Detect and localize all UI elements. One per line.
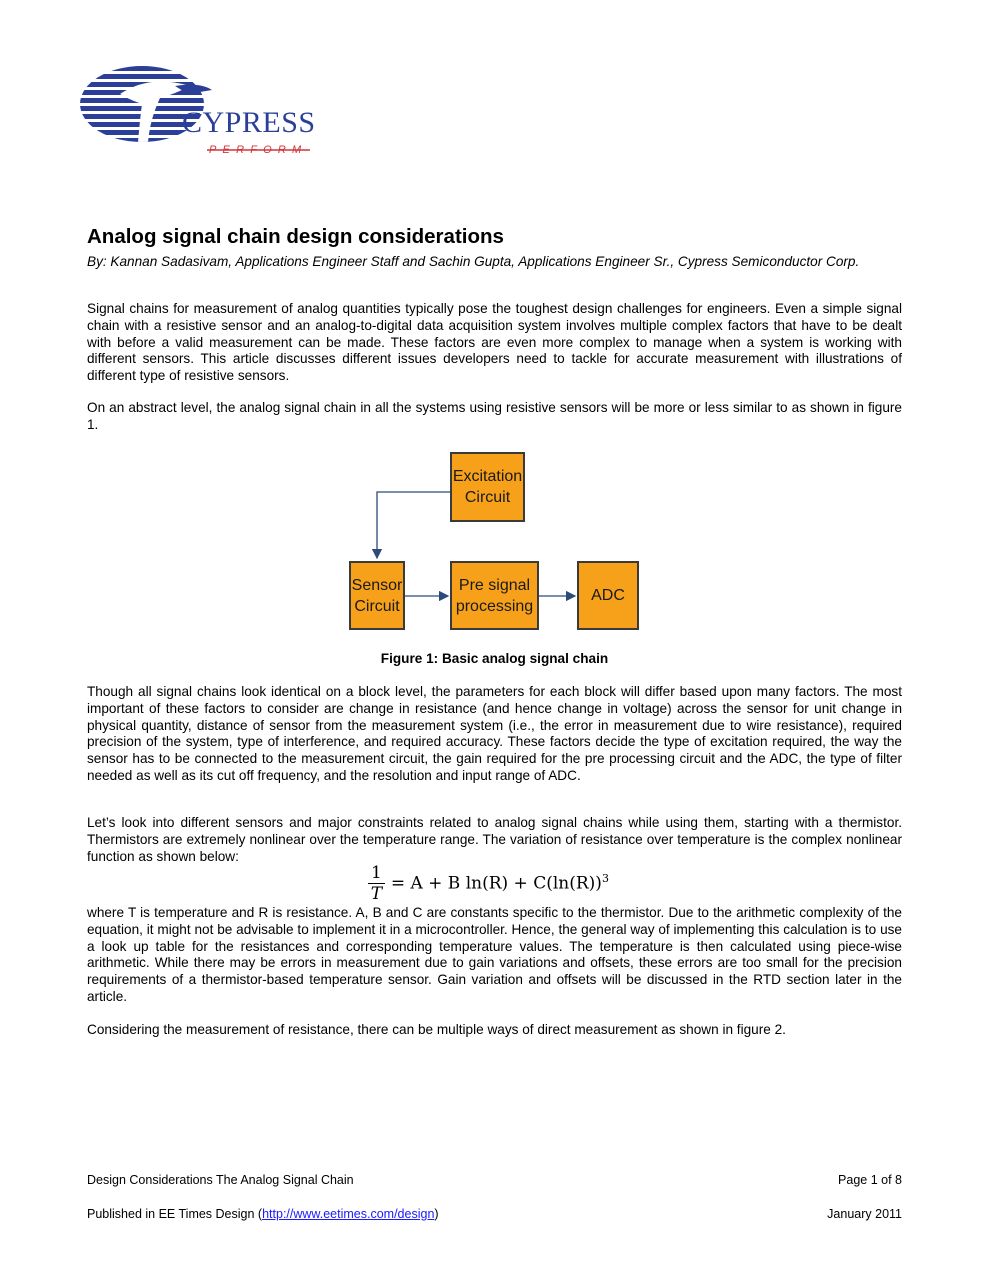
equation-denominator: T — [370, 883, 383, 904]
article-byline: By: Kannan Sadasivam, Applications Engineer Staff and Sachin Gupta, Applications Engineer Sr., Cypress Semiconductor Corp. — [87, 254, 860, 269]
block-excitation-circuit: Excitation Circuit — [450, 452, 525, 522]
steinhart-hart-equation — [368, 860, 609, 906]
footer-published-suffix: ) — [434, 1207, 439, 1221]
equation-rhs-text: = A + B ln(R) + C(ln(R)) — [390, 873, 602, 894]
equation-rhs — [391, 872, 609, 894]
logo-wordmark: CYPRESS — [182, 106, 316, 139]
paragraph-equation-explanation: where T is temperature and R is resistance. A, B and C are constants specific to the thermistor. Due to the arithmetic complexity of the equation, it might not be advisable to implement it in a microcontroller. Hence, the general way of implementing this calculation is to use a look up table for the resistances and corresponding temperature values. The temperature is then calculated using piece-wise arithmetic. While there may be errors in measurement due to gain variations and offsets, these errors are too small for the precision requirements of a thermistor-based temperature sensor. Gain variation and offsets will be discussed in the RTD section later in the article. — [87, 905, 902, 1004]
paragraph-block-parameters: Though all signal chains look identical on a block level, the parameters for each block will differ based upon many factors. The most important of these factors to consider are change in resistance (and hence change in voltage) across the sensor for unit change in physical quantity, distance of sensor from the measurement system (i.e., the error in measurement due to wire resistance), required precision of the system, type of interference, and required accuracy. These factors decide the type of excitation required, the way the sensor has to be connected to the measurement circuit, the gain required for the pre processing circuit and the ADC, the type of filter needed as well as its cut off frequency, and the resolution and input range of ADC. — [87, 684, 902, 783]
footer-published-prefix: Published in EE Times Design ( — [87, 1207, 263, 1221]
figure-1-caption: Figure 1: Basic analog signal chain — [380, 651, 609, 666]
block-pre-signal-processing: Pre signal processing — [450, 561, 539, 630]
footer-document-title: Design Considerations The Analog Signal Chain — [87, 1173, 354, 1187]
block-adc: ADC — [577, 561, 639, 630]
block-sensor-circuit: Sensor Circuit — [349, 561, 405, 630]
article-title: Analog signal chain design considerations — [87, 225, 504, 248]
eetimes-link[interactable]: http://www.eetimes.com/design — [262, 1207, 435, 1221]
signal-chain-diagram — [340, 446, 650, 641]
paragraph-abstract: On an abstract level, the analog signal chain in all the systems using resistive sensors will be more or less similar to as shown in figure 1. — [87, 400, 902, 432]
paragraph-thermistor: Let’s look into different sensors and major constraints related to analog signal chains while using them, starting with a thermistor. Thermistors are extremely nonlinear over the temperature range. The variation of resistance over temperature is the complex nonlinear function as shown below: — [87, 815, 902, 864]
equation-exponent: 3 — [601, 872, 609, 886]
paragraph-resistance-measurement: Considering the measurement of resistance, there can be multiple ways of direct measurement as shown in figure 2. — [87, 1022, 786, 1037]
footer-page-number: Page 1 of 8 — [838, 1173, 902, 1187]
arrow-excitation-to-sensor — [377, 492, 450, 558]
logo-tagline: PERFORM — [209, 144, 308, 156]
paragraph-intro: Signal chains for measurement of analog quantities typically pose the toughest design challenges for engineers. Even a simple signal chain with a resistive sensor and an analog-to-digital data acquisition system involves multiple complex factors that have to be dealt with before a valid measurement can be made. These factors are even more complex to manage when a system is working with different sensors. This article discusses different issues developers need to tackle for accurate measurement with illustrations of different type of resistive sensors. — [87, 301, 902, 384]
footer-date: January 2011 — [827, 1207, 902, 1221]
footer-published — [87, 1207, 439, 1222]
equation-numerator: 1 — [368, 863, 385, 884]
equation-fraction — [368, 863, 385, 904]
